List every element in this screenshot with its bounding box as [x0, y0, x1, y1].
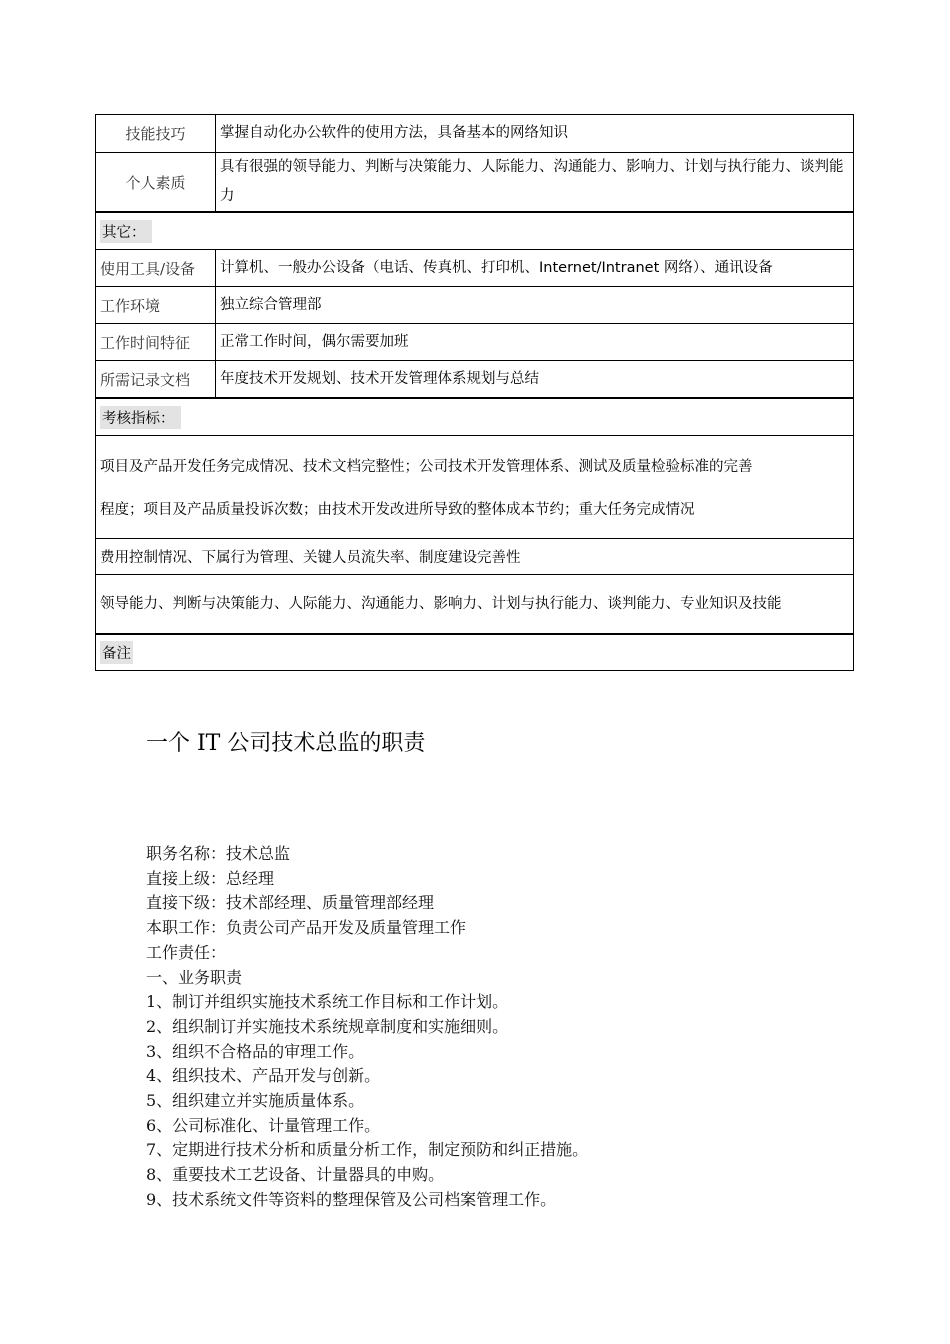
- list-item: 7、定期进行技术分析和质量分析工作，制定预防和纠正措施。: [146, 1140, 589, 1160]
- quality-label: 个人素质: [96, 153, 216, 211]
- table-row-kpi-main: [96, 436, 853, 539]
- other-section: [96, 213, 853, 249]
- job-spec-table: [95, 114, 854, 671]
- table-row-remark: [96, 635, 853, 670]
- list-item: 8、重要技术工艺设备、计量器具的申购。: [146, 1165, 445, 1185]
- table-row-time: [96, 324, 853, 361]
- kpi-heading: 考核指标：: [100, 406, 181, 429]
- table-row-skill: [96, 115, 853, 153]
- job-name-line: 职务名称：技术总监: [146, 844, 291, 863]
- table-row-quality: [96, 153, 853, 213]
- records-value: 年度技术开发规划、技术开发管理体系规划与总结: [220, 370, 539, 387]
- table-row-other-head: [96, 213, 853, 250]
- env-label: 工作环境: [96, 287, 216, 323]
- table-row-kpi-3: [96, 575, 853, 635]
- table-row-env: [96, 287, 853, 324]
- skill-label: 技能技巧: [96, 115, 216, 152]
- superior-line: 直接上级：总经理: [146, 868, 275, 888]
- document-title: 一个 IT 公司技术总监的职责: [146, 731, 426, 756]
- time-value: 正常工作时间，偶尔需要加班: [220, 333, 409, 350]
- tools-value: 计算机、一般办公设备（电话、传真机、打印机、Internet/Intranet 网络）、通讯设备: [220, 259, 773, 276]
- remark-section: [96, 635, 853, 670]
- duty-list: [146, 842, 588, 1213]
- list-item: 6、公司标准化、计量管理工作。: [146, 1115, 381, 1135]
- remark-heading: 备注: [100, 641, 133, 664]
- skill-value: 掌握自动化办公软件的使用方法，具备基本的网络知识: [220, 125, 568, 141]
- time-label: 工作时间特征: [96, 324, 216, 360]
- business-duty-heading: 一、业务职责: [146, 967, 243, 987]
- list-item: 4、组织技术、产品开发与创新。: [146, 1066, 381, 1086]
- kpi-row-3: 领导能力、判断与决策能力、人际能力、沟通能力、影响力、计划与执行能力、谈判能力、专业知识及技能: [100, 595, 782, 612]
- table-row-kpi-2: [96, 539, 853, 575]
- list-item: 2、组织制订并实施技术系统规章制度和实施细则。: [146, 1016, 509, 1036]
- kpi-row-2: 费用控制情况、下属行为管理、关键人员流失率、制度建设完善性: [100, 550, 521, 566]
- table-row-records: [96, 361, 853, 399]
- list-item: 1、制订并组织实施技术系统工作目标和工作计划。: [146, 992, 509, 1012]
- kpi-section: [96, 399, 853, 435]
- responsibility-heading: 工作责任：: [146, 942, 227, 962]
- tools-label: 使用工具/设备: [96, 250, 216, 286]
- list-item: 5、组织建立并实施质量体系。: [146, 1091, 365, 1111]
- env-value: 独立综合管理部: [220, 296, 322, 313]
- table-row-kpi-head: [96, 399, 853, 436]
- main-work-line: 本职工作：负责公司产品开发及质量管理工作: [146, 918, 467, 938]
- other-heading: 其它：: [100, 220, 152, 243]
- table-row-tools: [96, 250, 853, 287]
- kpi-main-cell: [96, 436, 853, 538]
- kpi-line-1: 项目及产品开发任务完成情况、技术文档完整性；公司技术开发管理体系、测试及质量检验标准的完善: [100, 459, 753, 475]
- list-item: 3、组织不合格品的审理工作。: [146, 1041, 365, 1061]
- list-item: 9、技术系统文件等资料的整理保管及公司档案管理工作。: [146, 1189, 557, 1209]
- subordinate-line: 直接下级：技术部经理、质量管理部经理: [146, 893, 435, 913]
- records-label: 所需记录文档: [96, 361, 216, 397]
- quality-value: 具有很强的领导能力、判断与决策能力、人际能力、沟通能力、影响力、计划与执行能力、谈判能力: [220, 159, 844, 204]
- kpi-line-2: 程度；项目及产品质量投诉次数；由技术开发改进所导致的整体成本节约；重大任务完成情况: [100, 502, 695, 518]
